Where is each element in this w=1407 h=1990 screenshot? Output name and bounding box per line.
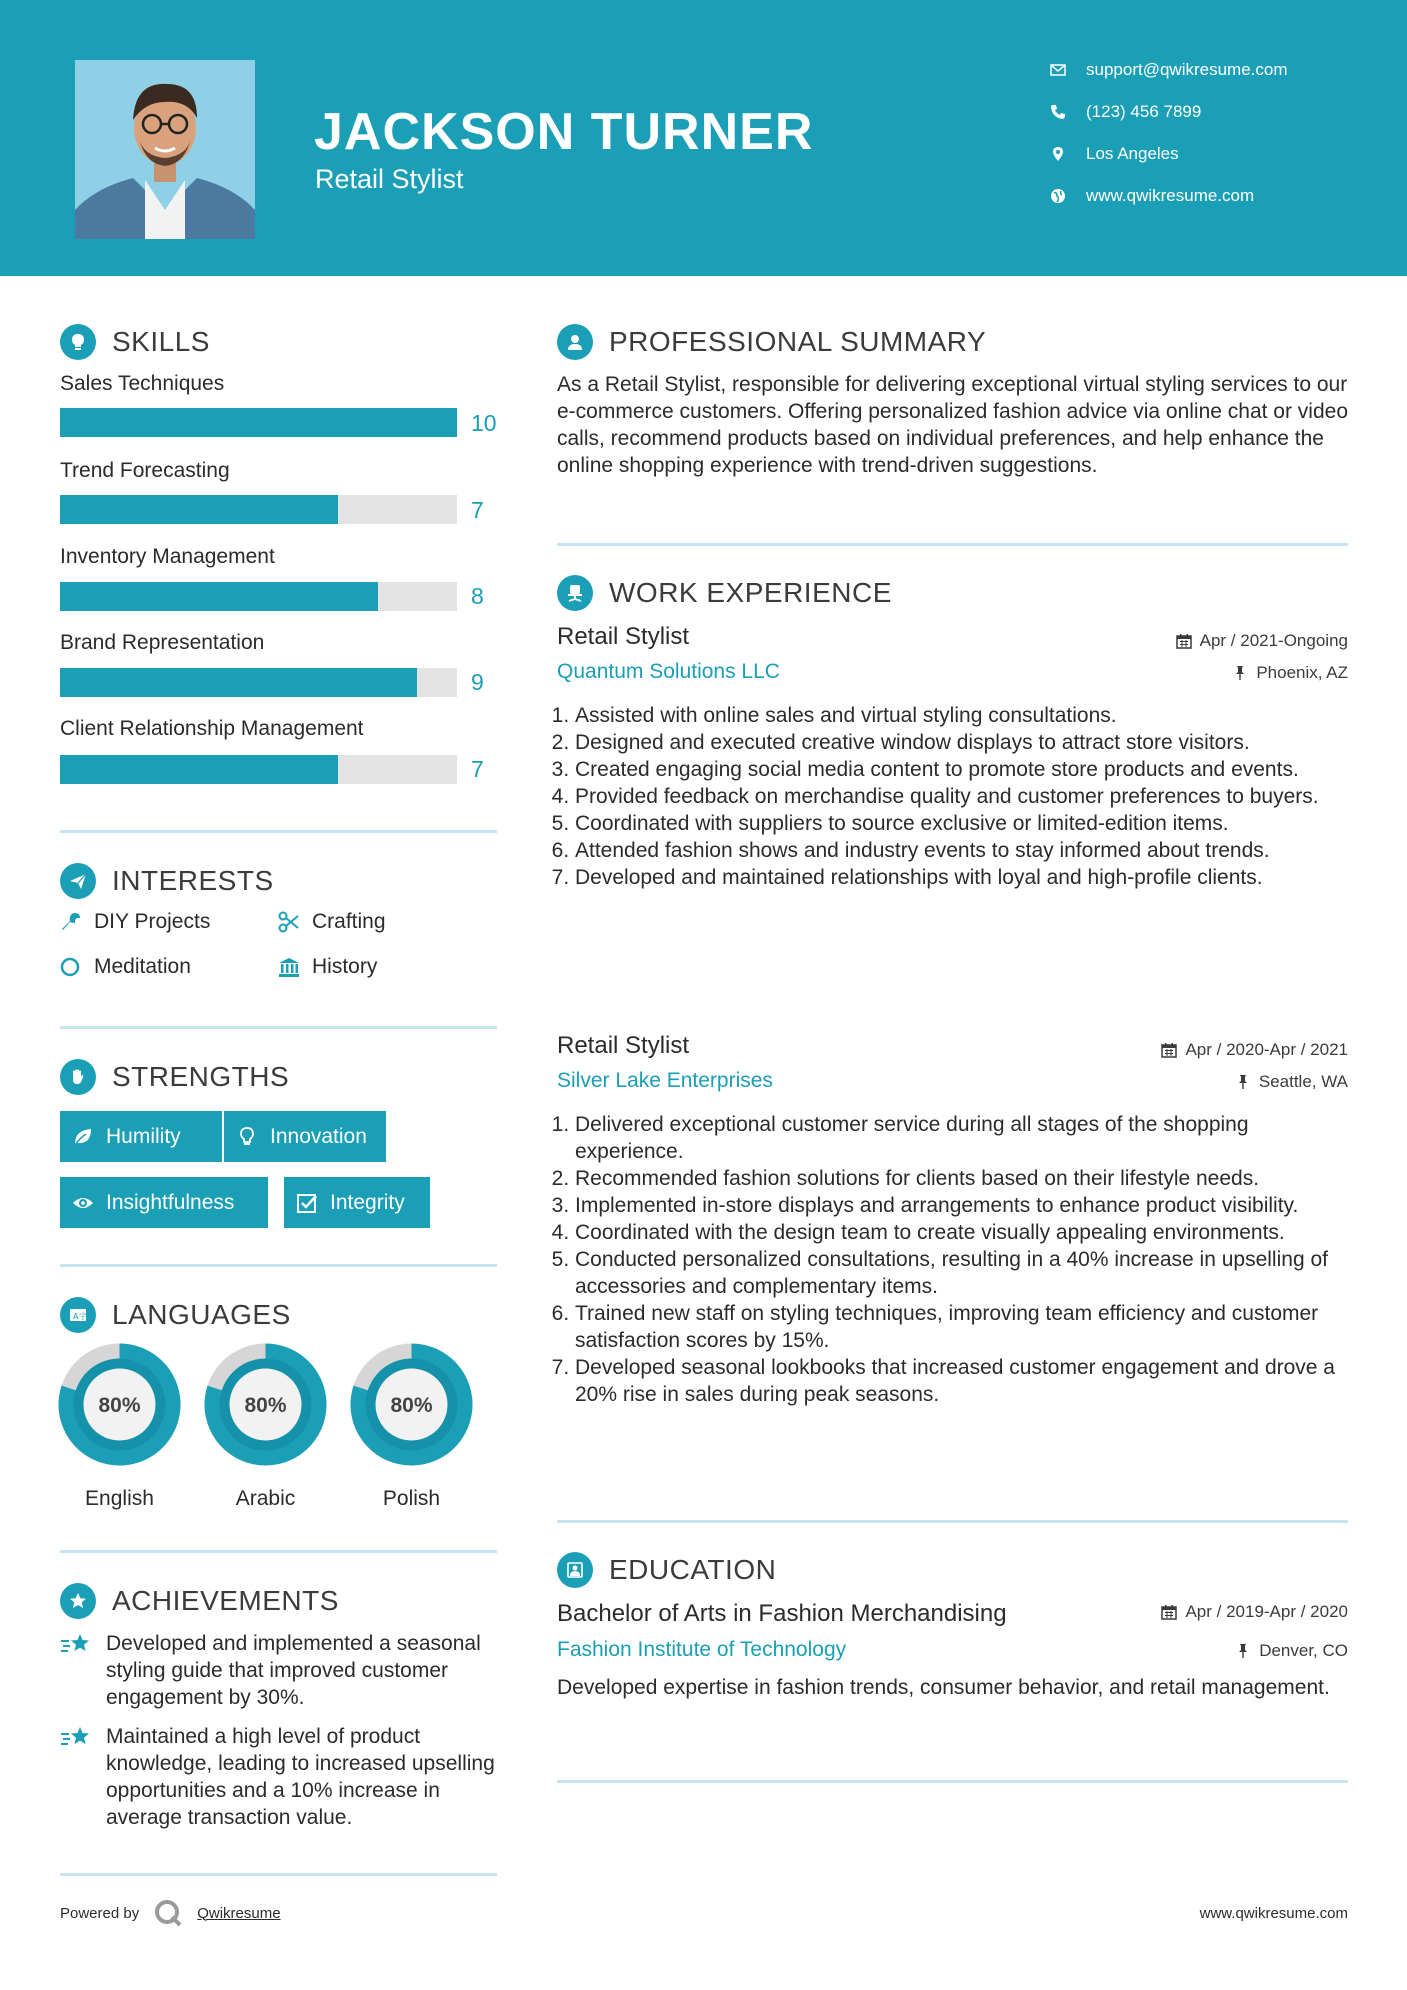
experience-heading: [557, 575, 892, 611]
skill-value: 10: [471, 410, 497, 436]
language-name: English: [85, 1487, 154, 1510]
qwikresume-link[interactable]: Qwikresume: [197, 1904, 281, 1922]
interest-label: DIY Projects: [94, 910, 211, 933]
list-item: 6. Attended fashion shows and industry events to stay informed about trends.: [575, 837, 1348, 864]
language-name: Polish: [382, 1487, 441, 1510]
list-item: 3. Implemented in-store displays and arrangements to enhance product visibility.: [575, 1192, 1348, 1219]
section-divider: [60, 1264, 497, 1267]
education-location: [1235, 1641, 1348, 1661]
summary-title: PROFESSIONAL SUMMARY: [609, 326, 987, 357]
skill-value: 8: [471, 583, 484, 609]
paper-plane-icon: [60, 863, 96, 899]
achievement-text: Maintained a high level of product knowledge, leading to increased upselling opportunities and a 10% increase in average transaction value.: [106, 1725, 495, 1829]
education-heading: [557, 1552, 776, 1588]
section-divider: [557, 1780, 1348, 1783]
shooting-star-icon: [60, 1630, 94, 1660]
graduate-icon: [557, 1552, 593, 1588]
language-percent: 80%: [98, 1394, 141, 1417]
interest-label: Meditation: [94, 955, 191, 978]
skill-bar: [60, 755, 457, 784]
company-name: Quantum Solutions LLC: [557, 660, 780, 683]
skill-label: Sales Techniques: [60, 372, 225, 395]
languages-heading: [60, 1297, 291, 1333]
list-item: 1. Delivered exceptional customer service during all stages of the shopping experience.: [575, 1111, 1348, 1165]
strength-label: Innovation: [270, 1124, 367, 1148]
job-title: Retail Stylist: [557, 1032, 690, 1059]
list-item: 2. Designed and executed creative window displays to attract store visitors.: [575, 729, 1348, 756]
strengths-heading: [60, 1059, 289, 1095]
map-pin-icon: [1050, 146, 1066, 162]
job-location: [1232, 663, 1348, 683]
footer-powered-by: [60, 1898, 281, 1928]
eye-icon: [72, 1192, 94, 1214]
strength-badge: [60, 1111, 222, 1162]
hand-icon: [60, 1059, 96, 1095]
summary-text: As a Retail Stylist, responsible for delivering exceptional virtual styling services to our e-commerce customers. Offering personalized fashion advice via online chat or video calls, recommend products based on individual preferences, and help enhance the online shopping experience with trend-driven suggestions.: [557, 373, 1349, 477]
degree-title: Bachelor of Arts in Fashion Merchandising: [557, 1600, 1007, 1627]
skill-value: 9: [471, 669, 484, 695]
globe-icon: [1050, 188, 1066, 204]
job-title: Retail Stylist: [557, 623, 690, 650]
user-icon: [557, 324, 593, 360]
language-item: [204, 1343, 327, 1511]
phone-icon: [1050, 104, 1066, 120]
interest-item: [60, 955, 191, 979]
phone-text: (123) 456 7899: [1086, 102, 1202, 121]
achievements-title: ACHIEVEMENTS: [112, 1585, 339, 1616]
section-divider: [60, 1550, 497, 1553]
list-item: 1. Assisted with online sales and virtual styling consultations.: [575, 702, 1348, 729]
location-text: Los Angeles: [1086, 144, 1179, 163]
achievement-item: [60, 1723, 500, 1831]
contact-phone[interactable]: [1050, 102, 1380, 122]
calendar-icon: [1161, 1042, 1177, 1058]
lightbulb-outline-icon: [236, 1126, 258, 1148]
strength-badge: [60, 1177, 268, 1228]
job-dates-text: Apr / 2020-Apr / 2021: [1185, 1040, 1348, 1059]
languages-title: LANGUAGES: [112, 1299, 291, 1330]
achievement-item: [60, 1630, 500, 1711]
language-name: Arabic: [235, 1487, 296, 1510]
achievement-text: Developed and implemented a seasonal styling guide that improved customer engagement by 30%.: [106, 1632, 481, 1709]
summary-heading: [557, 324, 986, 360]
svg-text:字: 字: [79, 1312, 88, 1321]
job-dates: [1176, 631, 1348, 651]
section-divider: [60, 830, 497, 833]
section-divider: [557, 1520, 1348, 1523]
pushpin-icon: [1232, 665, 1248, 681]
job-dates-text: Apr / 2021-Ongoing: [1199, 631, 1348, 650]
skill-bar-fill: [60, 582, 378, 611]
lightbulb-icon: [60, 324, 96, 360]
skill-value: 7: [471, 497, 484, 523]
calendar-icon: [1176, 633, 1192, 649]
language-item: [350, 1343, 473, 1511]
interest-item: [278, 910, 386, 934]
list-item: 5. Conducted personalized consultations, resulting in a 40% increase in upselling of accessories and complementary items.: [575, 1246, 1348, 1300]
skill-bar: [60, 582, 457, 611]
language-item: [58, 1343, 181, 1511]
pushpin-icon: [1235, 1074, 1251, 1090]
website-text: www.qwikresume.com: [1086, 186, 1255, 205]
resume-header: [0, 0, 1407, 276]
education-dates: [1161, 1602, 1348, 1622]
skill-bar: [60, 668, 457, 697]
skills-title: SKILLS: [112, 326, 210, 357]
wrench-icon: [60, 911, 82, 933]
list-item: 5. Coordinated with suppliers to source exclusive or limited-edition items.: [575, 810, 1348, 837]
language-ring: [350, 1343, 473, 1466]
interests-heading: [60, 863, 274, 899]
achievements-heading: [60, 1583, 339, 1619]
education-location-text: Denver, CO: [1259, 1641, 1348, 1660]
envelope-icon: [1050, 62, 1066, 78]
skill-bar: [60, 495, 457, 524]
language-percent: 80%: [390, 1394, 433, 1417]
education-description: Developed expertise in fashion trends, consumer behavior, and retail management.: [557, 1676, 1330, 1699]
skill-label: Trend Forecasting: [60, 459, 230, 482]
svg-text:A: A: [73, 1312, 79, 1321]
company-name: Silver Lake Enterprises: [557, 1069, 773, 1092]
strengths-title: STRENGTHS: [112, 1061, 290, 1092]
section-divider: [60, 1026, 497, 1029]
education-title: EDUCATION: [609, 1554, 777, 1585]
interest-label: History: [312, 955, 378, 978]
duties-list: [557, 702, 1348, 891]
checkbox-icon: [296, 1192, 318, 1214]
job-location: [1235, 1072, 1348, 1092]
contact-location: [1050, 144, 1380, 164]
candidate-role: Retail Stylist: [315, 164, 464, 194]
experience-title: WORK EXPERIENCE: [609, 577, 892, 608]
strength-badge: [284, 1177, 430, 1228]
email-text: support@qwikresume.com: [1086, 60, 1288, 79]
language-percent: 80%: [244, 1394, 287, 1417]
job-dates: [1161, 1040, 1348, 1060]
section-divider: [60, 1873, 497, 1876]
language-ring: [204, 1343, 327, 1466]
calendar-icon: [1161, 1604, 1177, 1620]
contact-email[interactable]: [1050, 60, 1380, 80]
interest-item: [278, 955, 377, 979]
skill-bar-fill: [60, 495, 338, 524]
list-item: 3. Created engaging social media content to promote store products and events.: [575, 756, 1348, 783]
list-item: 2. Recommended fashion solutions for clients based on their lifestyle needs.: [575, 1165, 1348, 1192]
skill-label: Brand Representation: [60, 631, 265, 654]
interest-item: [60, 910, 210, 934]
profile-photo: [75, 60, 255, 239]
star-badge-icon: [60, 1583, 96, 1619]
footer-website[interactable]: www.qwikresume.com: [1199, 1905, 1348, 1922]
leaf-icon: [72, 1126, 94, 1148]
skill-bar-fill: [60, 668, 417, 697]
scissors-icon: [278, 911, 300, 933]
interest-label: Crafting: [312, 910, 386, 933]
strength-label: Insightfulness: [106, 1190, 235, 1214]
office-chair-icon: [557, 575, 593, 611]
pushpin-icon: [1235, 1643, 1251, 1659]
institution-icon: [278, 956, 300, 978]
interests-title: INTERESTS: [112, 865, 274, 896]
school-name: Fashion Institute of Technology: [557, 1638, 847, 1661]
skill-value: 7: [471, 756, 484, 782]
circle-icon: [60, 956, 82, 978]
candidate-name: JACKSON TURNER: [314, 103, 814, 161]
contact-website[interactable]: [1050, 186, 1380, 206]
job-location-text: Seattle, WA: [1258, 1072, 1348, 1091]
list-item: 7. Developed seasonal lookbooks that increased customer engagement and drove a 20% rise in sales during peak seasons.: [575, 1354, 1348, 1408]
shooting-star-icon: [60, 1723, 94, 1753]
list-item: 4. Coordinated with the design team to create visually appealing environments.: [575, 1219, 1348, 1246]
list-item: 4. Provided feedback on merchandise quality and customer preferences to buyers.: [575, 783, 1348, 810]
skill-bar-fill: [60, 755, 338, 784]
strength-badge: [224, 1111, 386, 1162]
language-icon: [60, 1297, 96, 1333]
powered-by-text: Powered by: [60, 1904, 140, 1922]
list-item: 7. Developed and maintained relationships with loyal and high-profile clients.: [575, 864, 1348, 891]
education-dates-text: Apr / 2019-Apr / 2020: [1185, 1602, 1348, 1621]
list-item: 6. Trained new staff on styling techniques, improving team efficiency and customer satisfaction scores by 15%.: [575, 1300, 1348, 1354]
duties-list: [557, 1111, 1348, 1408]
skill-label: Inventory Management: [60, 545, 275, 568]
skill-label: Client Relationship Management: [60, 717, 364, 740]
job-location-text: Phoenix, AZ: [1256, 663, 1348, 682]
skill-bar: [60, 408, 457, 437]
section-divider: [557, 543, 1348, 546]
language-ring: [58, 1343, 181, 1466]
strength-label: Humility: [106, 1124, 181, 1148]
strength-label: Integrity: [330, 1190, 405, 1214]
skill-bar-fill: [60, 408, 457, 437]
qwikresume-logo-icon: [153, 1898, 183, 1928]
skills-heading: [60, 324, 210, 360]
